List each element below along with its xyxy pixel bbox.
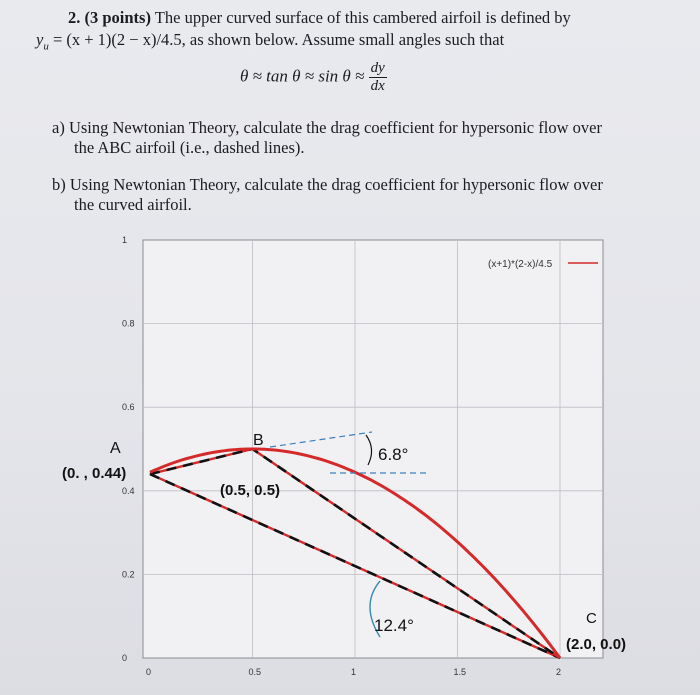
problem-line-1 — [68, 8, 571, 28]
problem-intro: The upper curved surface of this cambered airfoil is defined by — [154, 8, 571, 27]
y-tick-label: 0.8 — [122, 318, 135, 329]
label-C-coord: (2.0, 0.0) — [566, 636, 627, 653]
frac-numerator: dy — [370, 60, 385, 76]
small-angle-equation — [240, 60, 387, 95]
y-tick-label: 0.4 — [122, 485, 135, 496]
problem-points: (3 points) — [84, 8, 151, 27]
frac-denominator: dx — [370, 78, 385, 94]
yu-subscript: u — [43, 40, 49, 53]
x-tick-label: 1 — [351, 667, 357, 677]
x-tick-label: 2 — [556, 667, 562, 677]
label-B: B — [253, 432, 264, 449]
legend-label: (x+1)*(2-x)/4.5 — [488, 259, 553, 270]
angle-top-label: 6.8° — [378, 445, 409, 464]
part-b-line-1: b) Using Newtonian Theory, calculate the drag coefficient for hypersonic flow over — [52, 175, 603, 194]
problem-number: 2. — [68, 8, 81, 27]
plot-area — [143, 240, 603, 658]
label-A: A — [110, 440, 121, 457]
y-tick-label: 0.2 — [122, 569, 135, 580]
part-a-line-2: the ABC airfoil (i.e., dashed lines). — [74, 138, 305, 157]
y-tick-label: 1 — [122, 235, 128, 245]
problem-line-2 — [36, 30, 504, 52]
problem-equation: = (x + 1)(2 − x)/4.5, as shown below. Assume small angles such that — [48, 30, 505, 49]
angle-bottom-label: 12.4° — [374, 616, 414, 635]
part-b-line-2: the curved airfoil. — [74, 195, 192, 214]
label-C: C — [586, 610, 597, 627]
y-tick-label: 0 — [122, 653, 128, 663]
derivative-fraction — [369, 60, 387, 95]
x-tick-label: 1.5 — [453, 667, 467, 677]
label-A-coord: (0. , 0.44) — [62, 465, 127, 482]
x-tick-label: 0 — [146, 667, 152, 677]
label-B-coord: (0.5, 0.5) — [220, 482, 281, 499]
approx-lhs: θ ≈ tan θ ≈ sin θ ≈ — [240, 66, 365, 86]
y-tick-label: 0.6 — [122, 402, 135, 413]
yu-symbol: y — [36, 30, 44, 49]
x-tick-label: 0.5 — [248, 667, 262, 677]
airfoil-figure — [0, 225, 700, 695]
part-a-line-1: a) Using Newtonian Theory, calculate the drag coefficient for hypersonic flow over — [52, 118, 602, 137]
